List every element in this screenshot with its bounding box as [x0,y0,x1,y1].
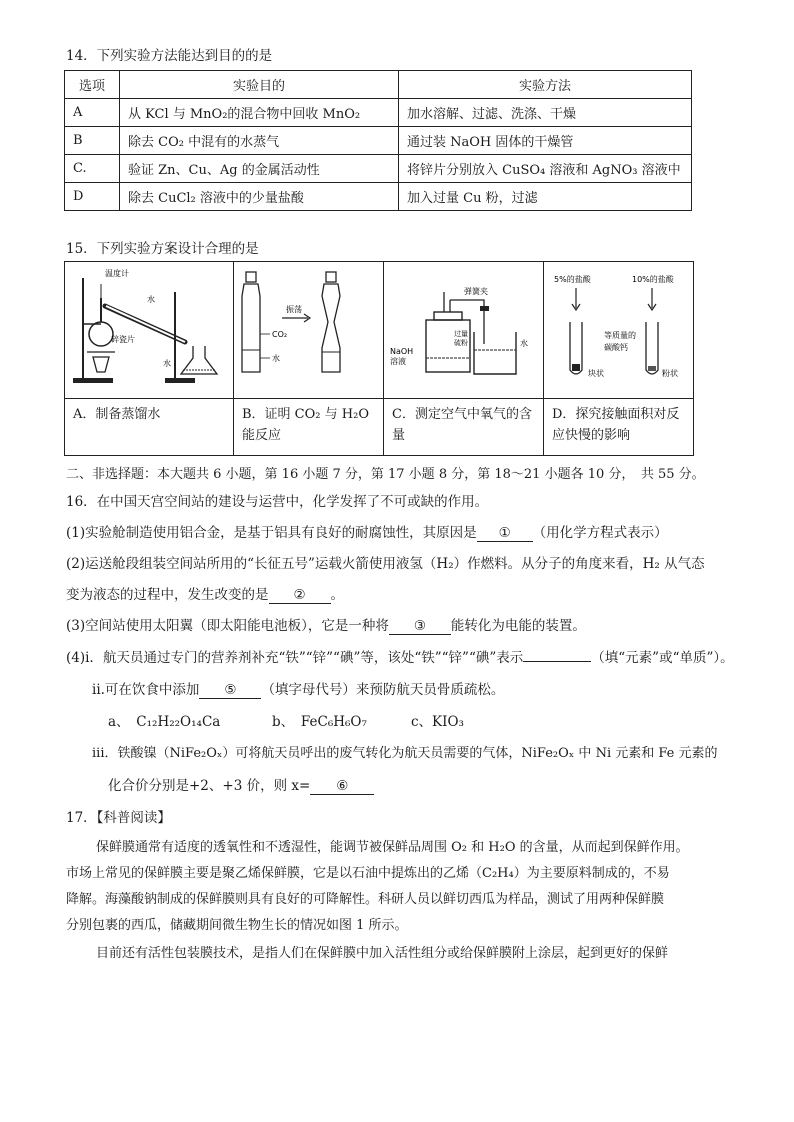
method-cell: 通过装 NaOH 固体的干燥管 [399,127,692,155]
q16-part1-suffix: （用化学方程式表示） [532,525,668,541]
label-water: 水 [520,339,528,348]
figure-b-caption: B．证明 CO₂ 与 H₂O 能反应 [242,407,369,443]
label-sulfur: 硫粉 [454,339,468,347]
label-naoh: NaOH [390,347,414,356]
oxygen-measure-apparatus-icon [384,262,543,398]
q16-part2-line1: (2)运送舱段组装空间站所用的“长征五号”运载火箭使用液氢（H₂）作燃料。从分子的角度来看，H₂ 从气态 [66,556,705,572]
q16-part4-ii-text: ii.可在饮食中添加 [92,682,200,698]
label-acid-5: 5%的盐酸 [554,275,591,284]
label-thermometer: 温度计 [105,269,129,278]
q16-part4-iii-line2 [108,774,374,795]
q15-title: 15．下列实验方案设计合理的是 [66,241,259,257]
q17-title: 17．【科普阅读】 [66,810,171,826]
figure-d-drawing [544,262,693,399]
label-water-out: 水 [163,359,171,368]
table-row [65,127,692,155]
answer-blank-5: ⑤ [199,682,261,699]
answer-blank-2: ② [269,587,331,604]
table-row [65,155,692,183]
method-cell: 加水溶解、过滤、洗涤、干燥 [399,99,692,127]
q17-para1-line1: 保鲜膜通常有适度的透氧性和不透湿性，能调节被保鲜品周围 O₂ 和 H₂O 的含量，从而起到保鲜作用。 [96,840,689,855]
answer-blank-4 [523,661,591,662]
label-equal-mass: 等质量的 [604,331,636,340]
q17-para1-line3: 降解。海藻酸钠制成的保鲜膜则具有良好的可降解性。科研人员以鲜切西瓜为样品，测试了用两种保鲜膜 [66,892,665,907]
q16-part4-iii-text: 化合价分别是+2、+3 价，则 x= [108,778,311,794]
q16-part4-ii-suffix: （填字母代号）来预防航天员骨质疏松。 [261,682,505,698]
answer-blank-3: ③ [389,618,451,635]
q16-intro: 16．在中国天宫空间站的建设与运营中，化学发挥了不可或缺的作用。 [66,494,489,510]
header-option: 选项 [65,71,120,99]
q17-para1-line4: 分别包裹的西瓜，储藏期间微生物生长的情况如图 1 所示。 [66,918,408,933]
q16-part3 [66,614,586,635]
label-water-in: 水 [147,295,155,304]
q16-option-b: b、 FeC₆H₆O₇ [272,714,367,730]
q16-part4-ii [92,678,504,699]
purpose-cell: 从 KCl 与 MnO₂的混合物中回收 MnO₂ [120,99,399,127]
label-shake: 振荡 [286,305,302,314]
q16-option-c: c、KIO₃ [411,714,464,730]
contact-area-experiment-icon [544,262,693,398]
q14-title: 14．下列实验方法能达到目的的是 [66,48,273,64]
method-cell: 将锌片分别放入 CuSO₄ 溶液和 AgNO₃ 溶液中 [399,155,692,183]
label-acid-10: 10%的盐酸 [632,275,674,284]
label-co2: CO₂ [272,330,288,339]
figure-b [233,261,384,456]
q16-part2-text: 变为液态的过程中，发生改变的是 [66,587,269,603]
q16-part3-text: (3)空间站使用太阳翼（即太阳能电池板），它是一种将 [66,618,389,634]
label-excess: 过量 [454,330,468,338]
figure-c-drawing [384,262,543,399]
method-cell: 加入过量 Cu 粉，过滤 [399,183,692,211]
table-header-row [65,71,692,99]
figure-d-caption: D．探究接触面积对反应快慢的影响 [552,407,680,443]
header-purpose: 实验目的 [120,71,399,99]
label-marble: 碳酸钙 [604,343,628,352]
q17-para1-line2: 市场上常见的保鲜膜主要是聚乙烯保鲜膜，它是以石油中提炼出的乙烯（C₂H₄）为主要原料制成的，不易 [66,866,670,881]
answer-blank-1: ① [477,525,533,542]
bottle-experiment-icon [234,262,383,398]
q16-part2-end: 。 [330,587,344,603]
figure-b-drawing [234,262,383,399]
q16-option-a: a、 C₁₂H₂₂O₁₄Ca [108,714,221,730]
q16-part4-i-suffix: （填“元素”或“单质”）。 [591,650,734,666]
purpose-cell: 除去 CuCl₂ 溶液中的少量盐酸 [120,183,399,211]
purpose-cell: 验证 Zn、Cu、Ag 的金属活动性 [120,155,399,183]
section2-heading: 二、非选择题：本大题共 6 小题，第 16 小题 7 分，第 17 小题 8 分，第 18～21 小题各 10 分， 共 55 分。 [66,467,705,482]
option-cell: D [65,183,120,211]
label-clamp: 弹簧夹 [464,287,488,296]
option-cell: B [65,127,120,155]
figure-a-caption: A．制备蒸馏水 [73,407,161,422]
option-cell: A [65,99,120,127]
figure-c-caption: C．测定空气中氧气的含量 [392,407,532,443]
label-water: 水 [272,354,280,363]
label-lump: 块状 [588,369,604,378]
purpose-cell: 除去 CO₂ 中混有的水蒸气 [120,127,399,155]
figure-d [543,261,694,456]
q16-part3-suffix: 能转化为电能的装置。 [450,618,586,634]
option-cell: C. [65,155,120,183]
q16-part2-line2 [66,583,344,604]
label-powder: 粉状 [662,369,678,378]
label-solution: 溶液 [390,357,406,366]
q16-part4-i-text: (4)i．航天员通过专门的营养剂补充“铁”“锌”“碘”等，该处“铁”“锌”“碘”表示 [66,650,524,666]
figure-c [383,261,544,456]
distillation-apparatus-icon [65,262,233,398]
answer-blank-6: ⑥ [310,778,374,795]
q16-part4-i [66,646,734,666]
figure-a-drawing [65,262,233,399]
figure-a [64,261,234,456]
table-row [65,99,692,127]
q17-para2-line1: 目前还有活性包装膜技术，是指人们在保鲜膜中加入活性组分或给保鲜膜附上涂层，起到更好的保鲜 [96,946,669,961]
q16-part1-text: (1)实验舱制造使用铝合金，是基于铝具有良好的耐腐蚀性，其原因是 [66,525,477,541]
q16-part1 [66,521,668,542]
q14-table [64,70,692,211]
header-method: 实验方法 [399,71,692,99]
label-chips: 碎瓷片 [111,335,135,344]
q16-part4-iii-line1: iii．铁酸镍（NiFe₂Oₓ）可将航天员呼出的废气转化为航天员需要的气体，NiFe₂Oₓ 中 Ni 元素和 Fe 元素的 [92,746,718,761]
table-row [65,183,692,211]
